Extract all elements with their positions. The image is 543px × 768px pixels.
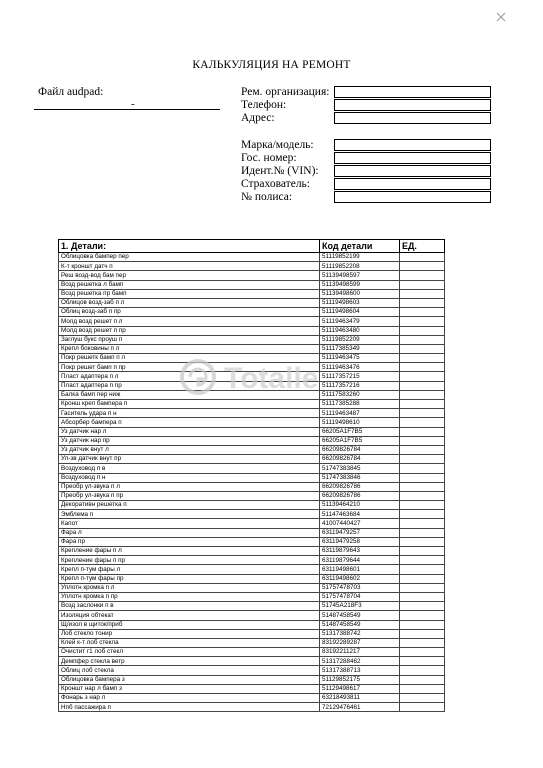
table-row (59, 537, 445, 546)
address-field[interactable] (334, 112, 491, 124)
table-row (59, 602, 445, 611)
part-name-cell: Преобр ул-звука п л (59, 482, 320, 491)
part-code-cell: 66205A1F7B5 (320, 436, 400, 445)
table-row (59, 547, 445, 556)
part-name-cell: Лоб стекло тонир (59, 629, 320, 638)
table-row (59, 519, 445, 528)
form-label-insured: Страхователь: (241, 178, 310, 190)
part-name-cell: Фара пр (59, 537, 320, 546)
table-row (59, 648, 445, 657)
part-code-cell: 83192289287 (320, 638, 400, 647)
table-row (59, 317, 445, 326)
table-header-row (59, 240, 445, 253)
part-name-cell: Облицов возд-заб п л (59, 298, 320, 307)
form-label-policy: № полиса: (241, 191, 293, 203)
unit-cell (400, 390, 445, 399)
part-code-cell: 51147463684 (320, 510, 400, 519)
unit-cell (400, 528, 445, 537)
insured-field[interactable] (334, 178, 491, 190)
unit-cell (400, 464, 445, 473)
repair-org-field[interactable] (334, 86, 491, 98)
unit-cell (400, 501, 445, 510)
table-row (59, 510, 445, 519)
part-code-cell: 51119498604 (320, 308, 400, 317)
form-label-repair-org: Рем. организация: (241, 86, 330, 98)
part-code-cell: 51487458549 (320, 620, 400, 629)
part-code-cell: 63119479258 (320, 537, 400, 546)
part-name-cell: Абсорбер бампера п (59, 418, 320, 427)
page-title: КАЛЬКУЛЯЦИЯ НА РЕМОНТ (192, 59, 351, 71)
unit-cell (400, 400, 445, 409)
table-row (59, 344, 445, 353)
part-code-cell: 51119463476 (320, 363, 400, 372)
unit-cell (400, 427, 445, 436)
unit-cell (400, 445, 445, 454)
table-row (59, 675, 445, 684)
part-name-cell: Уплотн кромка п л (59, 583, 320, 592)
part-name-cell: Покр решет бамп п пр (59, 363, 320, 372)
part-name-cell: Эмблема п (59, 510, 320, 519)
part-code-cell: 51117385288 (320, 400, 400, 409)
part-code-cell: 51117357216 (320, 381, 400, 390)
part-name-cell: Облицовка бампера з (59, 675, 320, 684)
part-name-cell: Кроншт нар л бамп з (59, 684, 320, 693)
part-code-cell: 51745A218F3 (320, 602, 400, 611)
unit-cell (400, 675, 445, 684)
table-row (59, 657, 445, 666)
table-row (59, 381, 445, 390)
part-code-cell: 66209826784 (320, 445, 400, 454)
part-name-cell: Гаситель удара п н (59, 409, 320, 418)
unit-cell (400, 372, 445, 381)
part-name-cell: Пласт адаптера п л (59, 372, 320, 381)
file-underline (34, 109, 220, 110)
table-row (59, 666, 445, 675)
unit-cell (400, 289, 445, 298)
part-name-cell: Молд возд решет п пр (59, 326, 320, 335)
part-code-cell: 51119498610 (320, 418, 400, 427)
unit-cell (400, 684, 445, 693)
part-code-cell: 63119498601 (320, 565, 400, 574)
part-code-cell: 51139464210 (320, 501, 400, 510)
unit-cell (400, 547, 445, 556)
table-row (59, 638, 445, 647)
table-row (59, 473, 445, 482)
policy-field[interactable] (334, 191, 491, 203)
unit-cell (400, 363, 445, 372)
table-row (59, 629, 445, 638)
table-row (59, 363, 445, 372)
table-row (59, 262, 445, 271)
unit-cell (400, 556, 445, 565)
part-name-cell: Возд заслонки п в (59, 602, 320, 611)
unit-cell (400, 308, 445, 317)
table-row (59, 528, 445, 537)
form-label-address: Адрес: (241, 112, 275, 124)
part-code-cell: 51119498603 (320, 298, 400, 307)
table-row (59, 372, 445, 381)
table-row (59, 491, 445, 500)
part-name-cell: Фонарь з нар л (59, 694, 320, 703)
part-code-cell: 51747383845 (320, 464, 400, 473)
part-name-cell: Ул-зв датчик внут пр (59, 455, 320, 464)
table-row (59, 418, 445, 427)
unit-cell (400, 317, 445, 326)
part-name-cell: К-т кроншт датч п (59, 262, 320, 271)
part-name-cell: Очистит г1 лоб стекл (59, 648, 320, 657)
part-name-cell: Возд решетка пр бамп (59, 289, 320, 298)
part-name-cell: Демпфер стекла ветр (59, 657, 320, 666)
table-row (59, 289, 445, 298)
part-name-cell: Клей к-т лоб стекла (59, 638, 320, 647)
part-name-cell: Воздуховод п н (59, 473, 320, 482)
part-code-cell: 51139498599 (320, 280, 400, 289)
part-name-cell: Крепление фары п пр (59, 556, 320, 565)
part-name-cell: Крепл п-тум фары пр (59, 574, 320, 583)
watermark-text: Totalle (224, 362, 319, 395)
unit-cell (400, 482, 445, 491)
table-row (59, 445, 445, 454)
unit-cell (400, 271, 445, 280)
table-row (59, 271, 445, 280)
table-row (59, 583, 445, 592)
form-label-make-model: Марка/модель: (241, 139, 314, 151)
table-row (59, 611, 445, 620)
unit-cell (400, 253, 445, 262)
table-row (59, 280, 445, 289)
table-row (59, 482, 445, 491)
unit-cell (400, 611, 445, 620)
part-name-cell: Щ/изол в щиток/приб (59, 620, 320, 629)
part-name-cell: Реш возд-вод бам пер (59, 271, 320, 280)
unit-cell (400, 280, 445, 289)
part-code-cell: 51119463480 (320, 326, 400, 335)
part-code-cell: 63119879643 (320, 547, 400, 556)
unit-cell (400, 666, 445, 675)
unit-cell (400, 574, 445, 583)
part-code-cell: 51119852209 (320, 335, 400, 344)
part-code-cell: 51747383846 (320, 473, 400, 482)
part-name-cell: Декоративн решетка п (59, 501, 320, 510)
part-code-cell: 51129498617 (320, 684, 400, 693)
part-name-cell: Облицовка бампер пер (59, 253, 320, 262)
header-unit: ЕД. (400, 240, 445, 253)
part-name-cell: Облиц возд-заб п пр (59, 308, 320, 317)
unit-cell (400, 455, 445, 464)
part-name-cell: Покр решетк бамп п л (59, 354, 320, 363)
table-row (59, 694, 445, 703)
unit-cell (400, 510, 445, 519)
form-label-phone: Телефон: (241, 99, 287, 111)
unit-cell (400, 602, 445, 611)
part-name-cell: Кронш креп бампера п (59, 400, 320, 409)
part-name-cell: Балка бамп пер ниж (59, 390, 320, 399)
unit-cell (400, 519, 445, 528)
table-row (59, 335, 445, 344)
table-row (59, 308, 445, 317)
part-name-cell: Уз датчик нар л (59, 427, 320, 436)
corner-mark-icon (494, 10, 508, 24)
table-row (59, 565, 445, 574)
parts-table-body (59, 253, 445, 712)
unit-cell (400, 298, 445, 307)
unit-cell (400, 335, 445, 344)
part-name-cell: Уз датчик нар пр (59, 436, 320, 445)
file-value-dash: - (131, 98, 135, 110)
unit-cell (400, 262, 445, 271)
unit-cell (400, 326, 445, 335)
part-name-cell: Облиц лоб стекла (59, 666, 320, 675)
table-row (59, 326, 445, 335)
plate-field[interactable] (334, 152, 491, 164)
table-row (59, 400, 445, 409)
header-part-code: Код детали (320, 240, 400, 253)
part-code-cell: 63119879644 (320, 556, 400, 565)
part-code-cell: 63119479257 (320, 528, 400, 537)
unit-cell (400, 537, 445, 546)
unit-cell (400, 344, 445, 353)
unit-cell (400, 629, 445, 638)
part-name-cell: Уз датчик внут л (59, 445, 320, 454)
part-code-cell: 66209826786 (320, 482, 400, 491)
part-name-cell: Заглуш букс проуш п (59, 335, 320, 344)
table-row (59, 556, 445, 565)
form-label-vin: Идент.№ (VIN): (241, 165, 319, 177)
part-code-cell: 51317288462 (320, 657, 400, 666)
table-row (59, 436, 445, 445)
part-code-cell: 41007440427 (320, 519, 400, 528)
part-code-cell: 51317388742 (320, 629, 400, 638)
table-row (59, 298, 445, 307)
unit-cell (400, 648, 445, 657)
vin-field[interactable] (334, 165, 491, 177)
unit-cell (400, 418, 445, 427)
table-row (59, 574, 445, 583)
part-name-cell: Крепл боковины п л (59, 344, 320, 353)
unit-cell (400, 409, 445, 418)
file-label: Файл audpad: (38, 86, 104, 98)
part-code-cell: 51139498597 (320, 271, 400, 280)
part-code-cell: 66205A1F7B5 (320, 427, 400, 436)
part-code-cell: 51119463479 (320, 317, 400, 326)
part-code-cell: 51117583260 (320, 390, 400, 399)
part-name-cell: Крепление фары п л (59, 547, 320, 556)
unit-cell (400, 620, 445, 629)
part-name-cell: Преобр ул-звука п пр (59, 491, 320, 500)
table-row (59, 620, 445, 629)
header-parts: 1. Детали: (59, 240, 320, 253)
part-name-cell: Крепл п-тум фары л (59, 565, 320, 574)
part-code-cell: 51119463487 (320, 409, 400, 418)
table-row (59, 501, 445, 510)
part-code-cell: 51117385349 (320, 344, 400, 353)
part-code-cell: 66209826784 (320, 455, 400, 464)
table-row (59, 684, 445, 693)
part-code-cell: 51119463475 (320, 354, 400, 363)
table-row (59, 464, 445, 473)
part-name-cell: Уплотн кромка п пр (59, 592, 320, 601)
part-name-cell: Пласт адаптера п пр (59, 381, 320, 390)
part-code-cell: 51119852208 (320, 262, 400, 271)
part-code-cell: 63119498602 (320, 574, 400, 583)
part-code-cell: 51139498600 (320, 289, 400, 298)
make-model-field[interactable] (334, 139, 491, 151)
part-name-cell: Возд решетка л бамп (59, 280, 320, 289)
part-code-cell: 72129476461 (320, 703, 400, 712)
part-code-cell: 51117357215 (320, 372, 400, 381)
part-code-cell: 63218493811 (320, 694, 400, 703)
part-name-cell: Воздуховод п в (59, 464, 320, 473)
unit-cell (400, 694, 445, 703)
part-code-cell: 51757478703 (320, 583, 400, 592)
phone-field[interactable] (334, 99, 491, 111)
table-row (59, 703, 445, 712)
table-row (59, 409, 445, 418)
unit-cell (400, 583, 445, 592)
unit-cell (400, 703, 445, 712)
table-row (59, 427, 445, 436)
part-code-cell: 51317388713 (320, 666, 400, 675)
unit-cell (400, 354, 445, 363)
part-code-cell: 83192211217 (320, 648, 400, 657)
unit-cell (400, 473, 445, 482)
part-code-cell: 51487458549 (320, 611, 400, 620)
parts-table (58, 239, 445, 712)
part-code-cell: 51119852199 (320, 253, 400, 262)
part-name-cell: Нпб пассажира п (59, 703, 320, 712)
unit-cell (400, 638, 445, 647)
unit-cell (400, 565, 445, 574)
part-name-cell: Молд возд решет п л (59, 317, 320, 326)
unit-cell (400, 381, 445, 390)
part-name-cell: Фара л (59, 528, 320, 537)
part-code-cell: 51129852175 (320, 675, 400, 684)
table-row (59, 455, 445, 464)
part-name-cell: Капот (59, 519, 320, 528)
unit-cell (400, 436, 445, 445)
table-row (59, 354, 445, 363)
part-name-cell: Изоляция обтекат (59, 611, 320, 620)
table-row (59, 253, 445, 262)
unit-cell (400, 657, 445, 666)
part-code-cell: 66209826786 (320, 491, 400, 500)
unit-cell (400, 491, 445, 500)
table-row (59, 390, 445, 399)
unit-cell (400, 592, 445, 601)
form-label-plate: Гос. номер: (241, 152, 297, 164)
table-row (59, 592, 445, 601)
part-code-cell: 51757478704 (320, 592, 400, 601)
